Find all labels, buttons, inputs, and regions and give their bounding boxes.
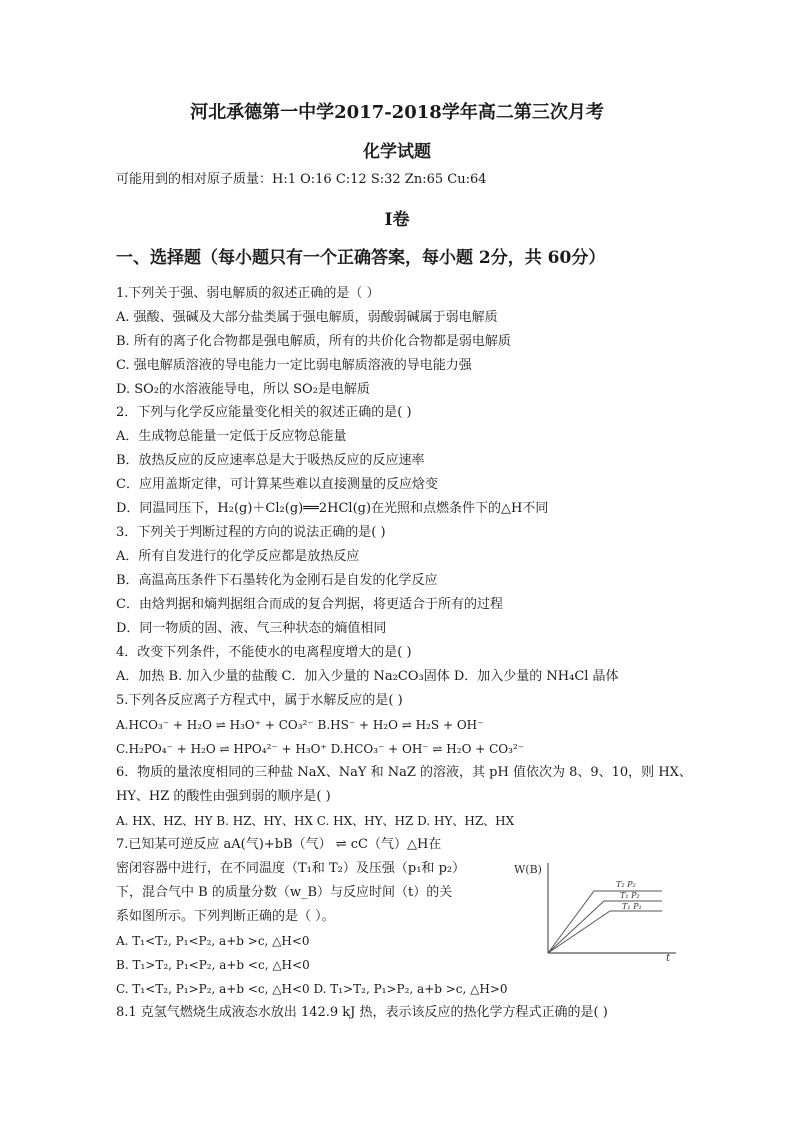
q7-stem-line2: 密闭容器中进行，在不同温度（T₁和 T₂）及压强（p₁和 p₂） [116,861,466,876]
curve-1-label: T₂ P₂ [616,880,636,889]
q3-option-c: C．由焓判据和熵判据组合而成的复合判据，将更适合于所有的过程 [116,597,503,612]
curve-3 [548,911,662,953]
curve-1 [548,891,662,953]
q2-stem: 2．下列与化学反应能量变化相关的叙述正确的是( ) [116,405,412,420]
q4-options: A．加热 B. 加入少量的盐酸 C．加入少量的 Na₂CO₃固体 D．加入少量的 NH₄Cl 晶体 [116,669,619,684]
q7-stem-line1: 7.已知某可逆反应 aA(气)+bB（气） ⇌ cC（气）△H在 [116,837,442,852]
y-axis-label: W(B) [514,863,542,876]
q6-stem-line1: 6．物质的量浓度相同的三种盐 NaX、NaY 和 NaZ 的溶液，其 pH 值依次为 8、9、10，则 HX、 [116,765,692,780]
q1-option-c: C. 强电解质溶液的导电能力一定比弱电解质溶液的导电能力强 [116,358,472,373]
q1-option-a: A. 强酸、强碱及大部分盐类属于强电解质，弱酸弱碱属于弱电解质 [116,310,498,325]
section-heading: 一、选择题（每小题只有一个正确答案，每小题 2分，共 60分） [116,248,606,268]
curve-3-label: T₁ P₁ [622,902,642,911]
q3-option-b: B．高温高压条件下石墨转化为金刚石是自发的化学反应 [116,573,438,588]
q2-option-b: B．放热反应的反应速率总是大于吸热反应的反应速率 [116,453,425,468]
q7-options-cd: C. T₁<T₂, P₁>P₂, a+b <c, △H<0 D. T₁>T₂, P₁>P₂, a+b >c, △H>0 [116,982,508,996]
q6-options: A. HX、HZ、HY B. HZ、HY、HX C. HX、HY、HZ D. HY、HZ、HX [116,814,515,828]
q8-stem: 8.1 克氢气燃烧生成液态水放出 142.9 kJ 热，表示该反应的热化学方程式正确的是( ) [116,1005,608,1020]
q6-stem-line2: HY、HZ 的酸性由强到弱的顺序是( ) [116,789,331,804]
q5-stem: 5.下列各反应离子方程式中，属于水解反应的是( ) [116,693,403,708]
q3-stem: 3．下列关于判断过程的方向的说法正确的是( ) [116,525,386,540]
q5-options-cd: C.H₂PO₄⁻ + H₂O ⇌ HPO₄²⁻ + H₃O⁺ D.HCO₃⁻ + OH⁻ ⇌ H₂O + CO₃²⁻ [116,742,525,756]
q3-option-d: D．同一物质的固、液、气三种状态的熵值相同 [116,621,387,636]
atomic-masses: 可能用到的相对原子质量：H:1 O:16 C:12 S:32 Zn:65 Cu:64 [116,172,487,187]
q2-option-a: A．生成物总能量一定低于反应物总能量 [116,429,347,444]
q7-stem-line4: 系如图所示。下列判断正确的是（ ）。 [116,909,335,924]
q4-stem: 4．改变下列条件，不能使水的电离程度增大的是( ) [116,645,412,660]
q1-option-b: B. 所有的离子化合物都是强电解质，所有的共价化合物都是弱电解质 [116,334,511,349]
q3-option-a: A．所有自发进行的化学反应都是放热反应 [116,549,360,564]
q7-option-a: A. T₁<T₂, P₁<P₂, a+b >c, △H<0 [116,934,310,948]
curve-2 [548,901,662,953]
x-axis-label: t [666,953,671,963]
q2-option-c: C．应用盖斯定律，可计算某些难以直接测量的反应焓变 [116,477,438,492]
q7-stem-line3: 下，混合气中 B 的质量分数（w_B）与反应时间（t）的关 [116,885,453,900]
q1-stem: 1.下列关于强、弱电解质的叙述正确的是（ ） [116,286,380,301]
q2-option-d: D．同温同压下，H₂(g)＋Cl₂(g)══2HCl(g)在光照和点燃条件下的△H不同 [116,501,549,516]
q5-options-ab: A.HCO₃⁻ + H₂O ⇌ H₃O⁺ + CO₃²⁻ B.HS⁻ + H₂O ⇌ H₂S + OH⁻ [116,718,484,732]
q7-option-b: B. T₁>T₂, P₁<P₂, a+b <c, △H<0 [116,958,310,972]
part-title: I卷 [384,210,410,230]
exam-title: 河北承德第一中学2017-2018学年高二第三次月考 [190,102,604,123]
subject-title: 化学试题 [363,142,431,162]
curve-2-label: T₁ P₂ [620,891,640,900]
q1-option-d: D. SO₂的水溶液能导电，所以 SO₂是电解质 [116,382,370,397]
q7-graph [512,855,682,963]
